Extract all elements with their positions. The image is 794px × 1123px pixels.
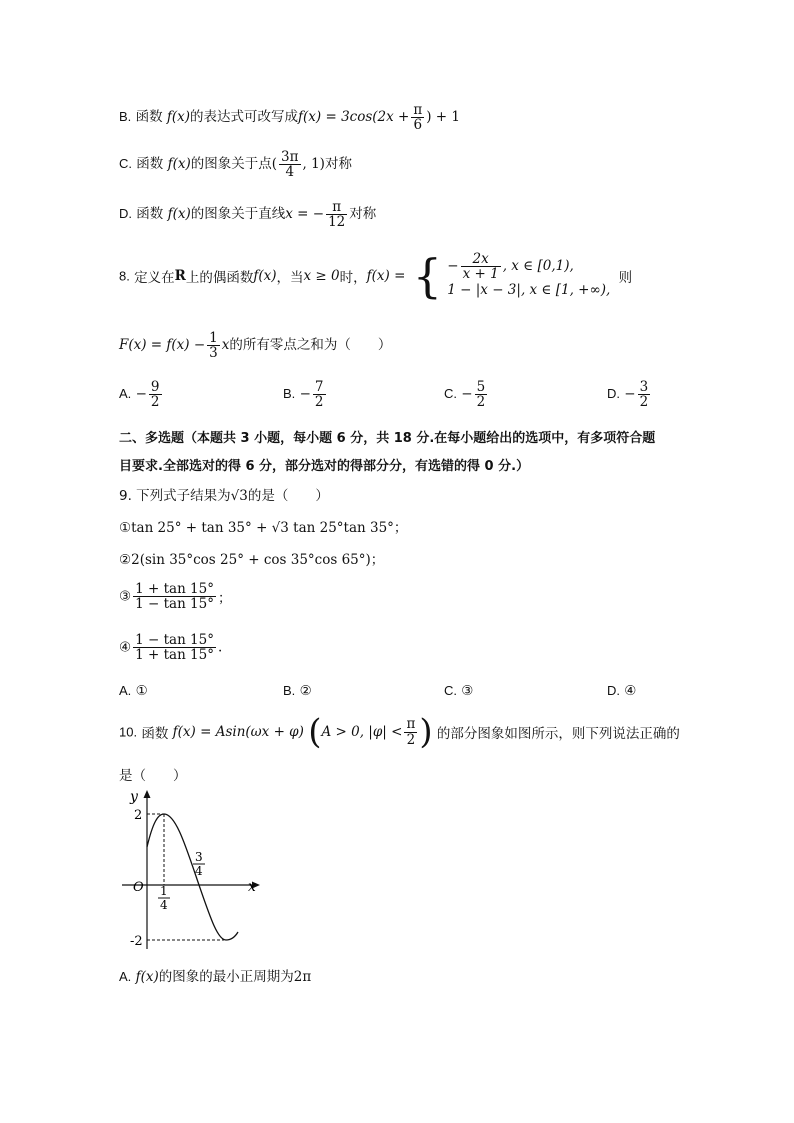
option-label: B.: [119, 109, 132, 125]
fraction: $\frac{7}{2}$: [314, 379, 324, 411]
q9-option-c: C. ③: [444, 683, 474, 699]
x-label: x: [248, 879, 256, 895]
y-label: y: [130, 789, 138, 805]
piecewise-brace: {: [412, 248, 442, 303]
sine-graph: [118, 787, 268, 952]
fraction: $\frac{\pi}{2}$: [406, 716, 416, 748]
origin-label: O: [133, 880, 144, 895]
sine-curve: [147, 814, 238, 940]
q8-option-d: D. − $\frac{3}{2}$: [607, 379, 649, 411]
q9-option-a: A. ①: [119, 683, 148, 699]
q8-stem: 8. 定义在R上的偶函数f(x)，当x ≥ 0时，f(x) = { − $\frac{2x}{x + 1}$ , x ∈ [0,1), 1 − |x − 3|, x ∈ [1, +∞), 则: [119, 248, 633, 303]
q9-item-2: ②2(sin 35°cos 25° + cos 35°cos 65°)；: [119, 552, 385, 568]
x-tick2-den: 4: [195, 864, 203, 878]
q9-stem: 9. 下列式子结果为√3的是（ ）: [119, 488, 329, 504]
q8-stem-cont: F(x) = f(x) − $\frac{1}{3}$ x的所有零点之和为（ ）: [119, 330, 392, 362]
q10-option-a: A. f(x)的图象的最小正周期为2π: [119, 969, 312, 985]
q8-option-a: A. − $\frac{9}{2}$: [119, 379, 160, 411]
q9-option-d: D. ④: [607, 683, 637, 699]
fraction: $\frac{1 + \tan 15^\circ}{1 - \tan 15^\circ}$: [135, 581, 214, 613]
option-label: C.: [119, 156, 132, 172]
question-number: 8.: [119, 268, 130, 284]
q9-item-4: ④ $\frac{1 - \tan 15^\circ}{1 + \tan 15^\circ}$ .: [119, 632, 223, 664]
fraction: $\frac{\pi}{6}$: [413, 102, 423, 134]
fraction: $\frac{9}{2}$: [150, 379, 160, 411]
q9-item-1: ①tan 25° + tan 35° + √3 tan 25°tan 35°；: [119, 520, 408, 536]
q7-option-c: C. 函数 f(x)的图象关于点( $\frac{3\pi}{4}$ , 1)对称: [119, 149, 352, 181]
q8-option-b: B. − $\frac{7}{2}$: [283, 379, 324, 411]
y-bottom-label: -2: [130, 934, 143, 949]
q7-option-b: B. 函数 f(x)的表达式可改写成f(x) = 3cos(2x + $\frac{\pi}{6}$ ) + 1: [119, 102, 460, 134]
y-top-label: 2: [134, 808, 143, 823]
x-tick2-num: 3: [195, 850, 203, 864]
x-tick1-den: 4: [160, 898, 168, 912]
fraction: $\frac{\pi}{12}$: [328, 199, 346, 231]
q7-option-d: D. 函数 f(x)的图象关于直线x = − $\frac{\pi}{12}$ 对称: [119, 199, 377, 231]
fraction: $\frac{1 - \tan 15^\circ}{1 + \tan 15^\circ}$: [135, 632, 214, 664]
q10-stem: 10. 函数 f(x) = Asin(ωx + φ) (A > 0, |φ| < $\frac{\pi}{2}$ ) 的部分图象如图所示，则下列说法正确的: [119, 712, 680, 752]
fraction: $\frac{1}{3}$: [209, 330, 218, 362]
x-tick1-num: 1: [160, 884, 168, 898]
section-heading-cont: 目要求.全部选对的得 6 分，部分选对的得部分分，有选错的得 0 分.）: [119, 459, 530, 474]
q10-stem-cont: 是（ ）: [119, 768, 187, 784]
option-label: D.: [119, 206, 132, 222]
fraction: $\frac{5}{2}$: [476, 379, 486, 411]
fraction: $\frac{3\pi}{4}$: [281, 149, 299, 181]
y-axis-arrow: [144, 790, 151, 798]
q8-option-c: C. − $\frac{5}{2}$: [444, 379, 486, 411]
section-heading: 二、多选题（本题共 3 小题，每小题 6 分，共 18 分.在每小题给出的选项中，有多项符合题: [119, 431, 656, 446]
fraction: $\frac{3}{2}$: [639, 379, 649, 411]
q9-option-b: B. ②: [283, 683, 312, 699]
q9-item-3: ③ $\frac{1 + \tan 15^\circ}{1 - \tan 15^\circ}$ ；: [119, 581, 232, 613]
piecewise-cases: − $\frac{2x}{x + 1}$ , x ∈ [0,1), 1 − |x − 3|, x ∈ [1, +∞),: [447, 251, 611, 299]
